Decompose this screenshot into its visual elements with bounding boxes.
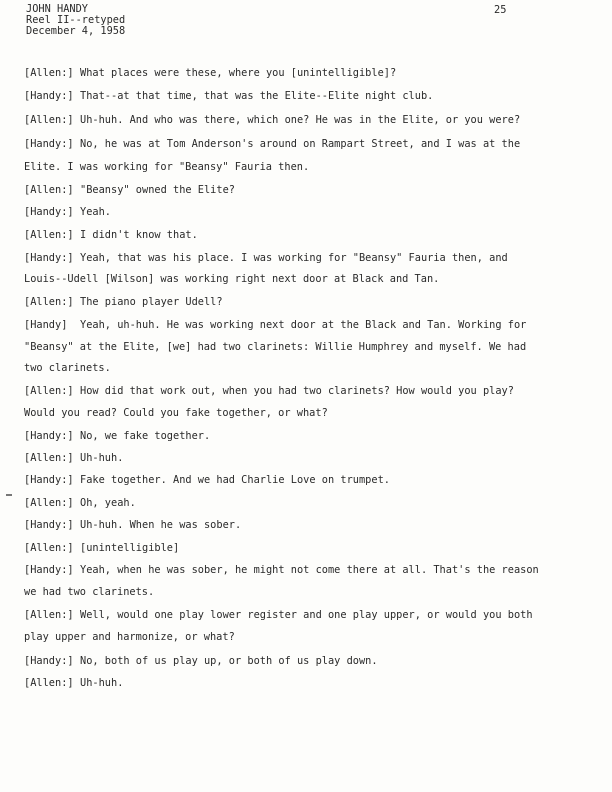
- speaker-label: [Handy:]: [24, 430, 74, 442]
- speaker-label: [Handy:]: [24, 564, 74, 576]
- speaker-label: [Allen:]: [24, 67, 74, 79]
- utterance-text: Would you read? Could you fake together, or what?: [24, 407, 328, 419]
- transcript-line: [24, 474, 390, 486]
- utterance-text: Uh-huh. When he was sober.: [80, 519, 242, 531]
- margin-mark: [6, 494, 12, 496]
- speaker-label: [Handy:]: [24, 474, 74, 486]
- transcript-line: [24, 542, 179, 554]
- transcript-line: [24, 184, 235, 196]
- speaker-label: [Handy:]: [24, 90, 74, 102]
- transcript-line: [24, 161, 309, 173]
- transcript-line: [24, 609, 533, 621]
- speaker-label: [Allen:]: [24, 542, 74, 554]
- speaker-label: [Allen:]: [24, 229, 74, 241]
- transcript-line: [24, 452, 123, 464]
- utterance-text: "Beansy" owned the Elite?: [80, 184, 235, 196]
- utterance-text: Uh-huh.: [80, 677, 124, 689]
- utterance-text: Uh-huh.: [80, 452, 124, 464]
- speaker-label: [Allen:]: [24, 609, 74, 621]
- speaker-label: [Handy:]: [24, 138, 74, 150]
- utterance-text: Yeah, uh-huh. He was working next door at the Black and Tan. Working for: [80, 319, 527, 331]
- utterance-text: What places were these, where you [unintelligible]?: [80, 67, 397, 79]
- speaker-label: [Allen:]: [24, 677, 74, 689]
- utterance-text: No, he was at Tom Anderson's around on Rampart Street, and I was at the: [80, 138, 521, 150]
- utterance-text: That--at that time, that was the Elite--Elite night club.: [80, 90, 434, 102]
- speaker-label: [Allen:]: [24, 497, 74, 509]
- speaker-label: [Handy:]: [24, 655, 74, 667]
- header-date: December 4, 1958: [26, 25, 126, 37]
- utterance-text: "Beansy" at the Elite, [we] had two clarinets: Willie Humphrey and myself. We had: [24, 341, 527, 353]
- utterance-text: play upper and harmonize, or what?: [24, 631, 235, 643]
- page-number: 25: [494, 4, 507, 16]
- transcript-line: [24, 319, 526, 331]
- speaker-label: [Handy:]: [24, 519, 74, 531]
- transcript-line: [24, 114, 520, 126]
- transcript-line: [24, 519, 241, 531]
- transcript-line: [24, 229, 198, 241]
- transcript-line: [24, 677, 123, 689]
- utterance-text: we had two clarinets.: [24, 586, 155, 598]
- header-name: JOHN HANDY: [26, 3, 88, 15]
- transcript-line: [24, 407, 328, 419]
- transcript-line: [24, 296, 223, 308]
- transcript-line: [24, 138, 520, 150]
- utterance-text: Oh, yeah.: [80, 497, 136, 509]
- speaker-label: [Allen:]: [24, 114, 74, 126]
- utterance-text: [unintelligible]: [80, 542, 180, 554]
- utterance-text: Uh-huh. And who was there, which one? He was in the Elite, or you were?: [80, 114, 521, 126]
- utterance-text: Elite. I was working for "Beansy" Fauria then.: [24, 161, 310, 173]
- utterance-text: How did that work out, when you had two clarinets? How would you play?: [80, 385, 514, 397]
- transcript-line: [24, 385, 514, 397]
- utterance-text: Yeah, that was his place. I was working for "Beansy" Fauria then, and: [80, 252, 508, 264]
- speaker-label: [Allen:]: [24, 385, 74, 397]
- speaker-label: [Allen:]: [24, 184, 74, 196]
- speaker-label: [Allen:]: [24, 452, 74, 464]
- speaker-label: [Handy:]: [24, 252, 74, 264]
- transcript-line: [24, 631, 235, 643]
- utterance-text: No, both of us play up, or both of us play down.: [80, 655, 378, 667]
- utterance-text: The piano player Udell?: [80, 296, 223, 308]
- transcript-line: [24, 564, 539, 576]
- transcript-line: [24, 341, 526, 353]
- utterance-text: Louis--Udell [Wilson] was working right next door at Black and Tan.: [24, 273, 440, 285]
- utterance-text: Fake together. And we had Charlie Love on trumpet.: [80, 474, 390, 486]
- transcript-line: [24, 67, 396, 79]
- transcript-line: [24, 90, 433, 102]
- utterance-text: Yeah, when he was sober, he might not come there at all. That's the reason: [80, 564, 539, 576]
- transcript-line: [24, 586, 154, 598]
- utterance-text: two clarinets.: [24, 362, 111, 374]
- utterance-text: No, we fake together.: [80, 430, 211, 442]
- transcript-line: [24, 252, 508, 264]
- speaker-label: [Allen:]: [24, 296, 74, 308]
- transcript-line: [24, 273, 439, 285]
- transcript-line: [24, 206, 111, 218]
- header-reel: Reel II--retyped: [26, 14, 126, 26]
- transcript-line: [24, 655, 378, 667]
- utterance-text: I didn't know that.: [80, 229, 198, 241]
- speaker-label: [Handy:]: [24, 206, 74, 218]
- speaker-label: [Handy]: [24, 319, 68, 331]
- transcript-line: [24, 362, 111, 374]
- transcript-line: [24, 497, 136, 509]
- transcript-line: [24, 430, 210, 442]
- utterance-text: Yeah.: [80, 206, 111, 218]
- utterance-text: Well, would one play lower register and one play upper, or would you both: [80, 609, 533, 621]
